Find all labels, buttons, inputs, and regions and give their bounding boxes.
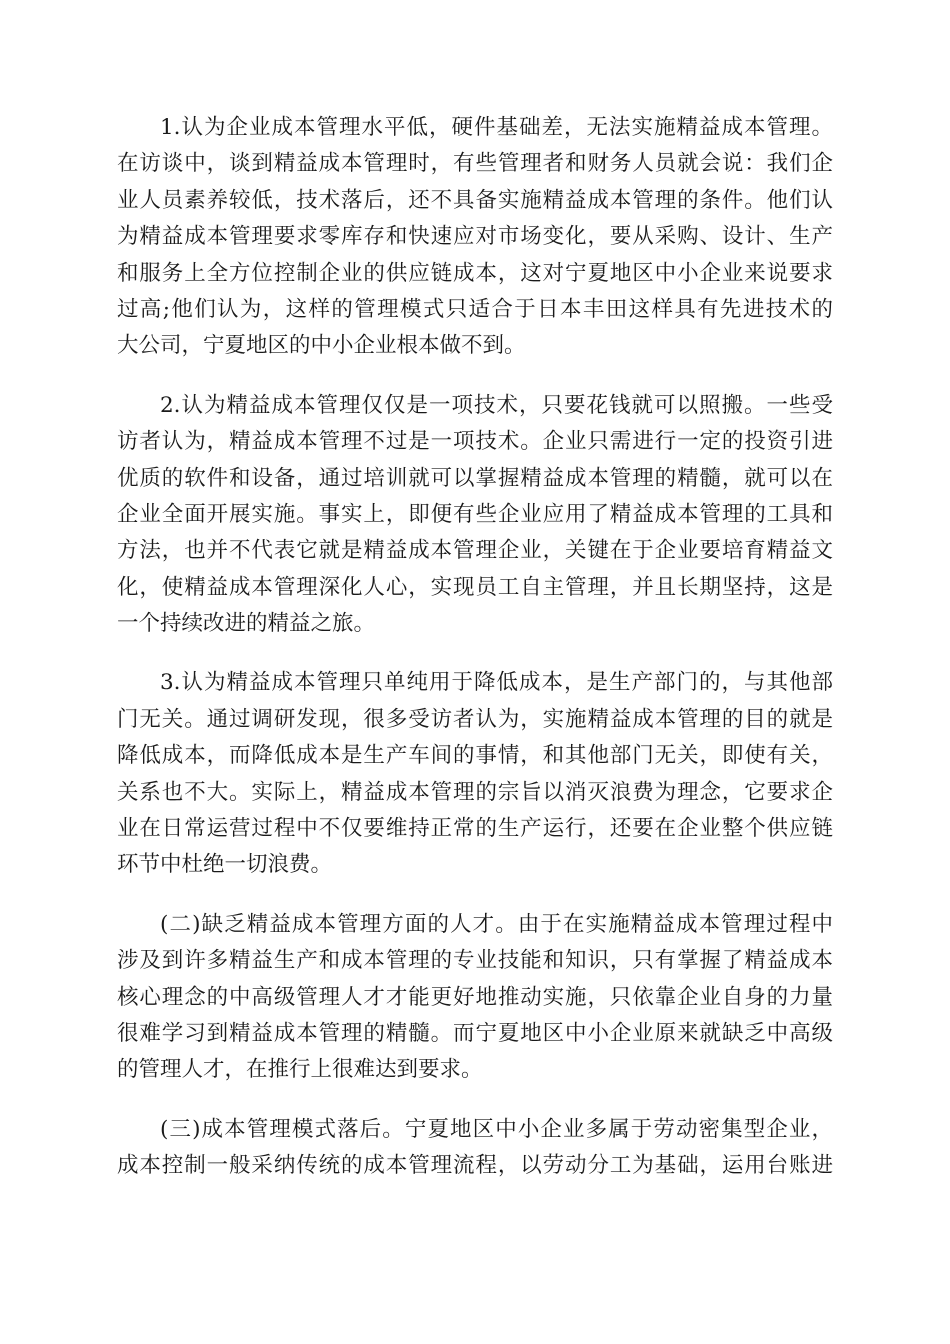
text-line: 在访谈中，谈到精益成本管理时，有些管理者和财务人员就会说：我们企 [117,151,833,177]
text-line: 业人员素养较低，技术落后，还不具备实施精益成本管理的条件。他们认 [117,187,833,213]
text-line: 3.认为精益成本管理只单纯用于降低成本，是生产部门的，与其他部 [160,670,833,696]
text-line: 门无关。通过调研发现，很多受访者认为，实施精益成本管理的目的就是 [117,706,833,732]
text-line: 降低成本，而降低成本是生产车间的事情，和其他部门无关，即使有关， [117,743,833,769]
text-line: 关系也不大。实际上，精益成本管理的宗旨以消灭浪费为理念，它要求企 [117,779,833,805]
text-line: (三)成本管理模式落后。宁夏地区中小企业多属于劳动密集型企业， [160,1116,833,1142]
paragraph-gap [117,1089,833,1112]
text-line: 和服务上全方位控制企业的供应链成本，这对宁夏地区中小企业来说要求 [117,260,833,286]
text-line: 很难学习到精益成本管理的精髓。而宁夏地区中小企业原来就缺乏中高级 [117,1020,833,1046]
text-line: 化，使精益成本管理深化人心，实现员工自主管理，并且长期坚持，这是 [117,574,833,600]
text-line: 大公司，宁夏地区的中小企业根本做不到。 [117,333,526,359]
text-line: 一个持续改进的精益之旅。 [117,611,376,637]
paragraph-4 [117,907,833,1089]
text-line: 的管理人才，在推行上很难达到要求。 [117,1057,483,1083]
text-line: 成本控制一般采纳传统的成本管理流程，以劳动分工为基础，运用台账进 [117,1153,833,1179]
paragraph-gap [117,365,833,388]
text-line: 1.认为企业成本管理水平低，硬件基础差，无法实施精益成本管理。 [160,115,833,140]
text-line: 业在日常运营过程中不仅要维持正常的生产运行，还要在企业整个供应链 [117,816,833,842]
body-text [117,110,833,1185]
text-line: 企业全面开展实施。事实上，即便有些企业应用了精益成本管理的工具和 [117,501,833,527]
text-line: 过高;他们认为，这样的管理模式只适合于日本丰田这样具有先进技术的 [117,296,833,322]
text-line: 2.认为精益成本管理仅仅是一项技术，只要花钱就可以照搬。一些受 [160,392,833,418]
text-line: 涉及到许多精益生产和成本管理的专业技能和知识，只有掌握了精益成本 [117,948,833,974]
paragraph-gap [117,884,833,907]
paragraph-5 [117,1112,833,1185]
paragraph-2 [117,388,833,643]
text-line: 为精益成本管理要求零库存和快速应对市场变化，要从采购、设计、生产 [117,224,833,250]
text-line: 方法，也并不代表它就是精益成本管理企业，关键在于企业要培育精益文 [117,538,833,564]
text-line: 核心理念的中高级管理人才才能更好地推动实施，只依靠企业自身的力量 [117,984,833,1010]
text-line: 访者认为，精益成本管理不过是一项技术。企业只需进行一定的投资引进 [117,429,833,455]
text-line: 环节中杜绝一切浪费。 [117,852,333,878]
text-line: (二)缺乏精益成本管理方面的人才。由于在实施精益成本管理过程中 [160,911,833,937]
paragraph-3 [117,665,833,883]
paragraph-gap [117,642,833,665]
text-line: 优质的软件和设备，通过培训就可以掌握精益成本管理的精髓，就可以在 [117,465,833,491]
paragraph-1 [117,110,833,365]
